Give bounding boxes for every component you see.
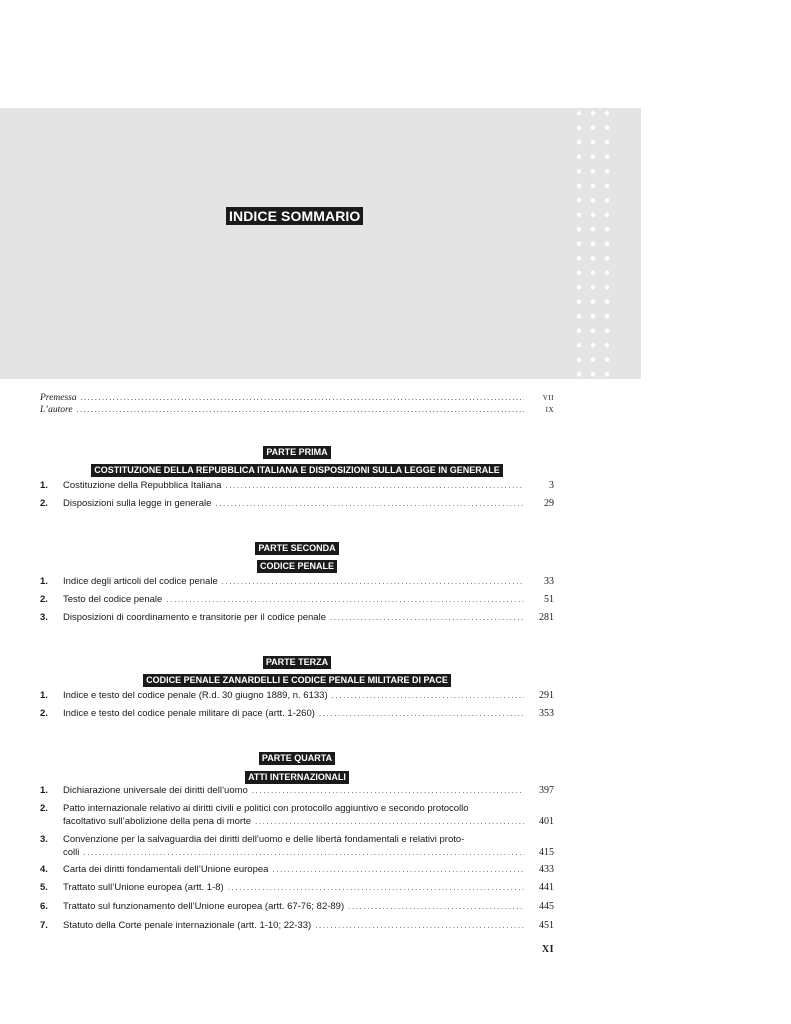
- entry-page: 33: [544, 576, 554, 587]
- part-title: COSTITUZIONE DELLA REPUBBLICA ITALIANA E DISPOSIZIONI SULLA LEGGE IN GENERALE: [40, 460, 554, 478]
- entry-title-line-1: Convenzione per la salvaguardia dei diritti dell’uomo e delle libertà fondamentali e relativi proto-: [63, 834, 465, 845]
- entry-title: Statuto della Corte penale internazionale (artt. 1-10; 22-33): [63, 920, 312, 931]
- leader-dots: [166, 594, 524, 607]
- leader-dots: [332, 690, 524, 703]
- leader-dots: [319, 708, 524, 721]
- entry-page: 415: [539, 846, 554, 858]
- entry-page: 445: [539, 901, 554, 912]
- page-title: INDICE SOMMARIO: [226, 207, 363, 225]
- entry-number: 2.: [40, 803, 48, 814]
- entry-title: Trattato sul funzionamento dell’Unione europea (artt. 67-76; 82-89): [63, 901, 345, 912]
- entry-number: 5.: [40, 882, 48, 893]
- entry-title: Disposizioni di coordinamento e transitorie per il codice penale: [63, 612, 326, 623]
- entry-title: Costituzione della Repubblica Italiana: [63, 480, 222, 491]
- leader-dots: [315, 920, 524, 933]
- entry-page: IX: [545, 406, 554, 414]
- leader-dots: [215, 498, 524, 511]
- leader-dots: [83, 847, 524, 860]
- part-title: ATTI INTERNAZIONALI: [40, 767, 554, 785]
- entry-page: VII: [542, 394, 554, 402]
- leader-dots: [330, 612, 524, 625]
- entry-number: 1.: [40, 576, 48, 587]
- entry-title: Carta dei diritti fondamentali dell’Unione europea: [63, 864, 269, 875]
- entry-number: 2.: [40, 594, 48, 605]
- entry-title: L’autore: [40, 405, 73, 415]
- entry-title: Testo del codice penale: [63, 594, 163, 605]
- entry-title-line-1: Patto internazionale relativo ai diritti civili e politici con protocollo aggiuntivo e secondo protocollo: [63, 803, 469, 814]
- entry-title: Premessa: [40, 393, 77, 403]
- entry-page: 397: [539, 785, 554, 796]
- entry-number: 6.: [40, 901, 48, 912]
- entry-number: 3.: [40, 612, 48, 623]
- entry-page: 353: [539, 708, 554, 719]
- entry-title: Dichiarazione universale dei diritti dell’uomo: [63, 785, 248, 796]
- entry-page: 29: [544, 498, 554, 509]
- page-folio: XI: [541, 944, 554, 955]
- entry-title: Disposizioni sulla legge in generale: [63, 498, 212, 509]
- part-title: CODICE PENALE: [40, 556, 554, 574]
- leader-dots: [225, 480, 524, 493]
- entry-number: 1.: [40, 690, 48, 701]
- entry-number: 2.: [40, 708, 48, 719]
- entry-title: Indice degli articoli del codice penale: [63, 576, 218, 587]
- entry-number: 1.: [40, 480, 48, 491]
- entry-title-line-2: colli: [63, 846, 80, 858]
- entry-number: 3.: [40, 834, 48, 845]
- entry-title: Trattato sull’Unione europea (artt. 1-8): [63, 882, 224, 893]
- entry-title: Indice e testo del codice penale militare di pace (artt. 1-260): [63, 708, 315, 719]
- entry-page: 401: [539, 815, 554, 827]
- entry-number: 2.: [40, 498, 48, 509]
- leader-dots: [348, 901, 524, 914]
- part-label: PARTE PRIMA: [40, 442, 554, 460]
- leader-dots: [272, 864, 524, 877]
- entry-page: 441: [539, 882, 554, 893]
- leader-dots: [222, 576, 524, 589]
- entry-number: 4.: [40, 864, 48, 875]
- leader-dots: [252, 785, 524, 798]
- entry-page: 281: [539, 612, 554, 623]
- entry-number: 7.: [40, 920, 48, 931]
- entry-page: 3: [549, 480, 554, 491]
- entry-page: 291: [539, 690, 554, 701]
- leader-dots: [228, 882, 524, 895]
- part-label: PARTE QUARTA: [40, 748, 554, 766]
- leader-dots: [77, 404, 524, 417]
- leader-dots: [81, 392, 524, 405]
- dot-pattern-decoration: [572, 108, 612, 379]
- part-title: CODICE PENALE ZANARDELLI E CODICE PENALE MILITARE DI PACE: [40, 670, 554, 688]
- part-label: PARTE SECONDA: [40, 538, 554, 556]
- part-label: PARTE TERZA: [40, 652, 554, 670]
- entry-page: 51: [544, 594, 554, 605]
- entry-title: Indice e testo del codice penale (R.d. 30 giugno 1889, n. 6133): [63, 690, 328, 701]
- leader-dots: [255, 816, 524, 829]
- entry-title-line-2: facoltativo sull’abolizione della pena di morte: [63, 815, 252, 827]
- entry-page: 451: [539, 920, 554, 931]
- entry-page: 433: [539, 864, 554, 875]
- entry-number: 1.: [40, 785, 48, 796]
- title-banner: [0, 108, 641, 379]
